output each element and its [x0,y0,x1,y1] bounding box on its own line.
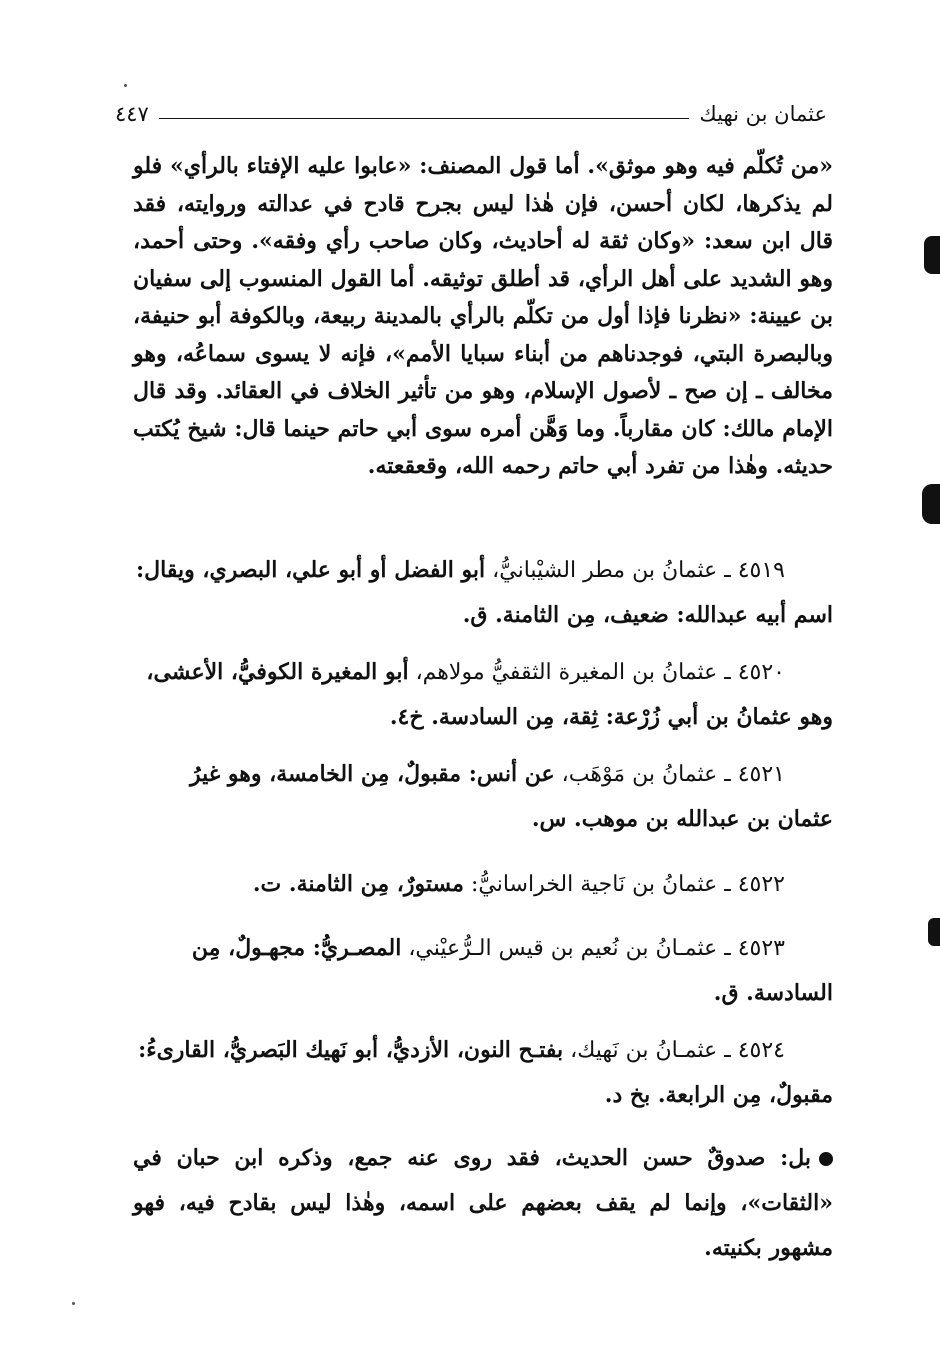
bullet-icon [819,1152,833,1166]
header-rule [159,118,690,119]
entry-number: ٤٥٢٠ [737,660,785,685]
entry-body: بفتـح النون، الأزديُّ، أبو نَهيك البَصريُّ، القارىءُ: مقبولٌ، مِن الرابعة. بخ د. [138,1037,833,1108]
scan-edge-mark [922,484,940,524]
entry-number: ٤٥٢٢ [737,872,785,897]
entry-lead: ـ عثمانُ بن مطر الشيْبانيُّ، [492,558,731,583]
entry-4521 [133,752,833,842]
entry-body: أبو المغيرة الكوفيُّ، الأعشى، وهو عثمانُ بن أبي زُرْعة: ثِقة، مِن السادسة. خ٤. [146,659,833,730]
entry-4520 [133,650,833,740]
entry-lead: ـ عثمانُ بن المغيرة الثقفيُّ مولاهم، [415,660,731,685]
entry-4524 [133,1028,833,1118]
page-number: ٤٤٧ [115,102,149,126]
entry-number: ٤٥١٩ [737,558,785,583]
entry-4523 [133,926,833,1016]
entry-lead: ـ عثمانُ بن مَوْهَب، [561,762,731,787]
intro-paragraph [133,148,833,486]
entry-body: مستورٌ، مِن الثامنة. ت. [252,871,464,897]
scan-edge-mark [924,236,940,274]
scan-speck [124,84,127,87]
entry-body: أبو الفضل أو أبو علي، البصري، ويقال: اسم أبيه عبدالله: ضعيف، مِن الثامنة. ق. [136,557,833,628]
entry-number: ٤٥٢٤ [737,1038,785,1063]
note-text: بل: صدوقٌ حسن الحديث، فقد روى عنه جمع، وذكره ابن حبان في «الثقات»، وإنما لم يقف بعضهم على اسمه، وهٰذا ليس بقادح فيه، فهو مشهور بكنيته. [133,1145,833,1261]
editor-note [133,1136,833,1271]
scan-speck [72,1302,75,1305]
running-header [115,96,827,132]
entry-number: ٤٥٢١ [737,762,785,787]
header-title: عثمان بن نهيك [699,102,827,126]
entry-number: ٤٥٢٣ [737,936,785,961]
entry-lead: ـ عثمانُ بن نَاجية الخراسانيُّ: [470,872,731,897]
entry-body: المصـريُّ: مجهـولٌ، مِن السادسة. ق. [191,935,833,1006]
intro-text: «من تُكلّم فيه وهو موثق». أما قول المصنف: «عابوا عليه الإفتاء بالرأي» فلو لم يذكرها، لكان أحسن، فإن هٰذا ليس بجرح قادح في عدالته وروايته، فقد قال ابن سعد: «وكان ثقة له أحاديث، وكان صاحب رأي وفقه». وحتى أحمد، وهو الشديد على أهل الرأي، قد أطلق توثيقه. أما القول المنسوب إلى سفيان بن عيينة: «نظرنا فإذا أول من تكلّم بالرأي بالمدينة ربيعة، وبالكوفة أبو حنيفة، وبالبصرة البتي، فوجدناهم من أبناء سبايا الأمم»، فإنه لا يسوى سماعُه، وهو مخالف ـ إن صح ـ لأصول الإسلام، وهو من تأثير الخلاف في العقائد. وقد قال الإمام مالك: كان مقارباً. وما وَهَّن أمره سوى أبي حاتم حينما قال: شيخ يُكتب حديثه. وهٰذا من تفرد أبي حاتم رحمه الله، وقعقعته. [133,153,833,479]
entry-lead: ـ عثمـانُ بن نُعيم بن قيس الـرُّعيْني، [408,936,731,961]
entry-body: عن أنس: مقبولٌ، مِن الخامسة، وهو غيرُ عثمان بن عبدالله بن موهب. س. [189,761,833,832]
entry-lead: ـ عثمـانُ بن نَهيك، [570,1038,731,1063]
entry-4519 [133,548,833,638]
scan-edge-mark [928,918,940,946]
entry-4522 [133,862,833,907]
